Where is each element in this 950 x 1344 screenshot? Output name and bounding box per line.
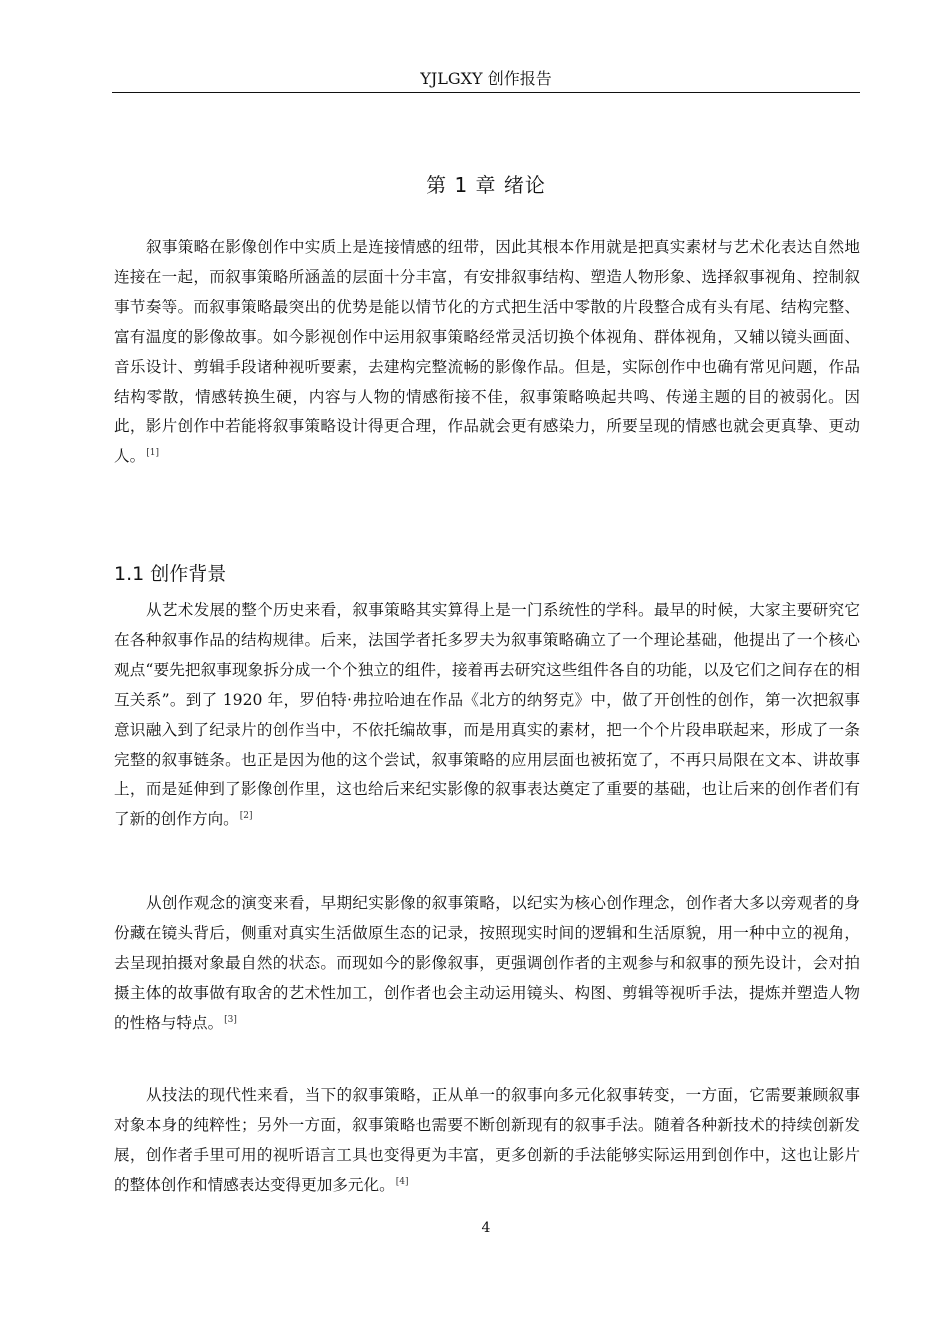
section-title: 1.1 创作背景 [114,563,227,585]
citation-marker: [3] [224,1014,237,1025]
citation-marker: [1] [146,448,159,459]
chapter-title: 第 1 章 绪论 [426,173,546,197]
body-paragraph [114,596,860,835]
body-paragraph-text: 从技法的现代性来看，当下的叙事策略，正从单一的叙事向多元化叙事转变，一方面，它需要兼顾叙事对象本身的纯粹性；另外一方面，叙事策略也需要不断创新现有的叙事手法。随着各种新技术的持续创新发展，创作者手里可用的视听语言工具也变得更为丰富，更多创新的手法能够实际运用到创作中，这也让影片的整体创作和情感表达变得更加多元化。 [114,1086,860,1194]
intro-paragraph-text: 叙事策略在影像创作中实质上是连接情感的纽带，因此其根本作用就是把真实素材与艺术化表达自然地连接在一起，而叙事策略所涵盖的层面十分丰富，有安排叙事结构、塑造人物形象、选择叙事视角、控制叙事节奏等。而叙事策略最突出的优势是能以情节化的方式把生活中零散的片段整合成有头有尾、结构完整、富有温度的影像故事。如今影视创作中运用叙事策略经常灵活切换个体视角、群体视角，又辅以镜头画面、音乐设计、剪辑手段诸种视听要素，去建构完整流畅的影像作品。但是，实际创作中也确有常见问题，作品结构零散，情感转换生硬，内容与人物的情感衔接不佳，叙事策略唤起共鸣、传递主题的目的被弱化。因此，影片创作中若能将叙事策略设计得更合理，作品就会更有感染力，所要呈现的情感也就会更真挚、更动人。 [114,238,860,466]
citation-marker: [4] [395,1176,409,1187]
running-header: YJLGXY 创作报告 [112,66,860,93]
intro-paragraph [114,233,860,472]
body-paragraph [114,889,860,1039]
citation-marker: [2] [239,811,253,822]
page-number: 4 [481,1220,491,1236]
body-paragraph-text: 从艺术发展的整个历史来看，叙事策略其实算得上是一门系统性的学科。最早的时候，大家主要研究它在各种叙事作品的结构规律。后来，法国学者托多罗夫为叙事策略确立了一个理论基础，他提出了一个核心观点“要先把叙事现象拆分成一个个独立的组件，接着再去研究这些组件各自的功能，以及它们之间存在的相互关系”。到了 1920 年，罗伯特·弗拉哈迪在作品《北方的纳努克》中，做了开创性的创作，第一次把叙事意识融入到了纪录片的创作当中，不依托编故事，而是用真实的素材，把一个个片段串联起来，形成了一条完整的叙事链条。也正是因为他的这个尝试，叙事策略的应用层面也被拓宽了，不再只局限在文本、讲故事上，而是延伸到了影像创作里，这也给后来纪实影像的叙事表达奠定了重要的基础，也让后来的创作者们有了新的创作方向。 [114,601,860,829]
body-paragraph [114,1081,860,1201]
body-paragraph-text: 从创作观念的演变来看，早期纪实影像的叙事策略，以纪实为核心创作理念，创作者大多以旁观者的身份藏在镜头背后，侧重对真实生活做原生态的记录，按照现实时间的逻辑和生活原貌，用一种中立的视角，去呈现拍摄对象最自然的状态。而现如今的影像叙事，更强调创作者的主观参与和叙事的预先设计，会对拍摄主体的故事做有取舍的艺术性加工，创作者也会主动运用镜头、构图、剪辑等视听手法，提炼并塑造人物的性格与特点。 [114,894,860,1032]
